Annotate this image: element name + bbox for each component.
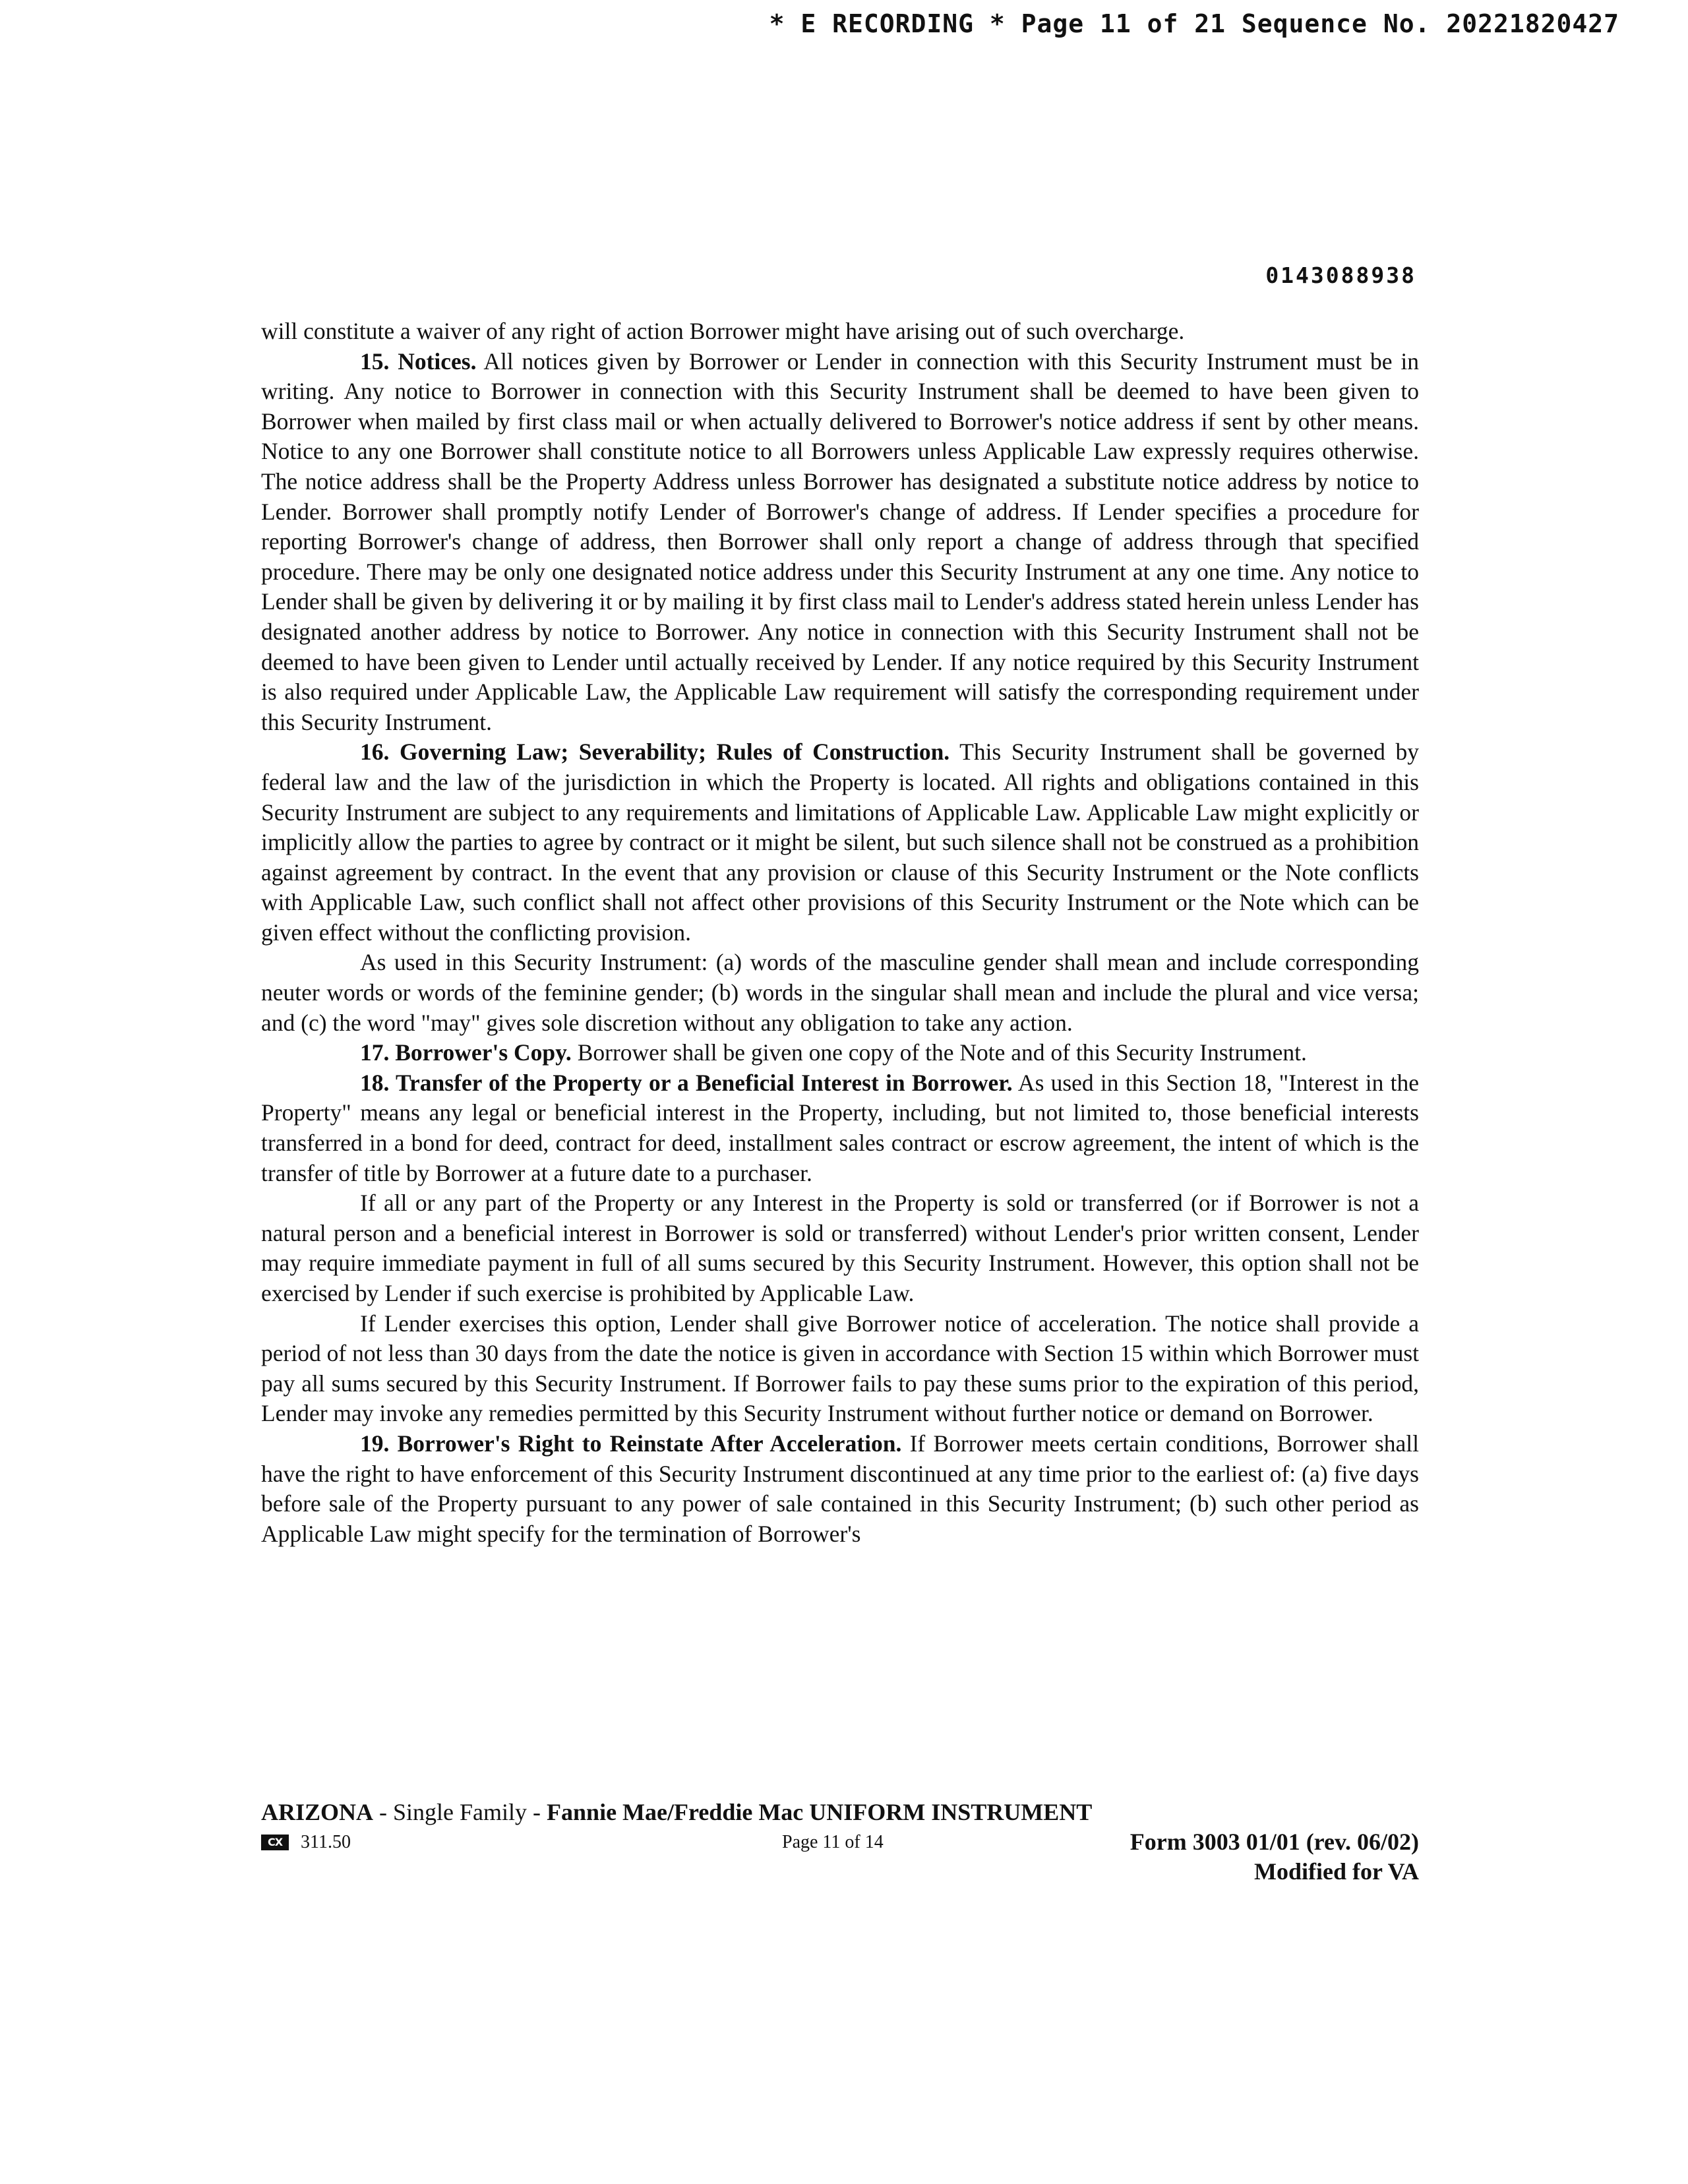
- paragraph-text: If Lender exercises this option, Lender shall give Borrower notice of acceleration. The notice shall provide a period of not less than 30 days from the date the notice is given in accordance with Section 15 within which Borrower must pay all sums secured by this Security Instrument. If Borrower fails to pay these sums prior to the expiration of this period, Lender may invoke any remedies permitted by this Security Instrument without further notice or demand on Borrower.: [261, 1310, 1419, 1427]
- paragraph-text: Borrower shall be given one copy of the Note and of this Security Instrument.: [571, 1039, 1307, 1066]
- section-16-usage: [261, 948, 1419, 1038]
- section-16-governing-law: [261, 737, 1419, 948]
- section-17-borrowers-copy: [261, 1038, 1419, 1068]
- form-code-number: 311.50: [301, 1832, 351, 1852]
- paragraph-heading: 19. Borrower's Right to Reinstate After Acceleration.: [360, 1430, 902, 1457]
- footer-separator: -: [527, 1799, 547, 1825]
- form-logo-icon: CX: [261, 1835, 289, 1850]
- footer-separator: -: [373, 1799, 394, 1825]
- paragraph-text: As used in this Security Instrument: (a) words of the masculine gender shall mean and include corresponding neuter words or words of the feminine gender; (b) words in the singular shall mean and include the plural and vice versa; and (c) the word "may" gives sole discretion without any obligation to take any action.: [261, 949, 1419, 1036]
- form-code: [261, 1832, 351, 1853]
- section-19-reinstate: [261, 1429, 1419, 1549]
- paragraph-text: This Security Instrument shall be governed by federal law and the law of the jurisdiction in which the Property is located. All rights and obligations contained in this Security Instrument are subject to any requirements and limitations of Applicable Law. Applicable Law might explicitly or implicitly allow the parties to agree by contract or it might be silent, but such silence shall not be construed as a prohibition against agreement by contract. In the event that any provision or clause of this Security Instrument or the Note conflicts with Applicable Law, such conflict shall not affect other provisions of this Security Instrument or the Note which can be given effect without the conflicting provision.: [261, 739, 1419, 946]
- footer-row: [261, 1828, 1419, 1857]
- section-18-acceleration: [261, 1309, 1419, 1429]
- document-body: [261, 317, 1419, 1549]
- paragraph-text: will constitute a waiver of any right of action Borrower might have arising out of such overcharge.: [261, 318, 1185, 344]
- paragraph-text: If all or any part of the Property or any Interest in the Property is sold or transferred (or if Borrower is not a natural person and a beneficial interest in Borrower is sold or transferred) without Lender's prior written consent, Lender may require immediate payment in full of all sums secured by this Security Instrument. However, this option shall not be exercised by Lender if such exercise is prohibited by Applicable Law.: [261, 1190, 1419, 1306]
- paragraph-heading: 15. Notices.: [360, 348, 477, 375]
- footer-state: ARIZONA: [261, 1799, 374, 1825]
- loan-number: 0143088938: [1265, 262, 1416, 288]
- recording-header: * E RECORDING * Page 11 of 21 Sequence No. 20221820427: [769, 9, 1619, 38]
- paragraph-heading: 18. Transfer of the Property or a Beneficial Interest in Borrower.: [360, 1069, 1013, 1096]
- modified-note: Modified for VA: [1253, 1858, 1419, 1885]
- page-footer: [261, 1798, 1419, 1886]
- paragraph-continuation: [261, 317, 1419, 347]
- footer-instrument-line: [261, 1798, 1419, 1827]
- paragraph-heading: 17. Borrower's Copy.: [360, 1039, 572, 1066]
- section-18-transfer: [261, 1068, 1419, 1188]
- footer-instrument: Fannie Mae/Freddie Mac UNIFORM INSTRUMENT: [547, 1799, 1093, 1825]
- paragraph-text: All notices given by Borrower or Lender in connection with this Security Instrument must be in writing. Any notice to Borrower in connection with this Security Instrument shall be deemed to have been given to Borrower when mailed by first class mail or when actually delivered to Borrower's notice address if sent by other means. Notice to any one Borrower shall constitute notice to all Borrowers unless Applicable Law expressly requires otherwise. The notice address shall be the Property Address unless Borrower has designated a substitute notice address by notice to Lender. Borrower shall promptly notify Lender of Borrower's change of address. If Lender specifies a procedure for reporting Borrower's change of address, then Borrower shall only report a change of address through that specified procedure. There may be only one designated notice address under this Security Instrument at any one time. Any notice to Lender shall be given by delivering it or by mailing it by first class mail to Lender's address stated herein unless Lender has designated another address by notice to Borrower. Any notice in connection with this Security Instrument shall not be deemed to have been given to Lender until actually received by Lender. If any notice required by this Security Instrument is also required under Applicable Law, the Applicable Law requirement will satisfy the corresponding requirement under this Security Instrument.: [261, 348, 1419, 735]
- paragraph-heading: 16. Governing Law; Severability; Rules of Construction.: [360, 739, 950, 766]
- section-18-consent: [261, 1188, 1419, 1308]
- section-15-notices: [261, 347, 1419, 738]
- paragraph-text: If Borrower meets certain conditions, Borrower shall have the right to have enforcement of this Security Instrument discontinued at any time prior to the earliest of: (a) five days before sale of the Property pursuant to any power of sale contained in this Security Instrument; (b) such other period as Applicable Law might specify for the termination of Borrower's: [261, 1430, 1419, 1547]
- page-number: Page 11 of 14: [782, 1832, 884, 1852]
- paragraph-text: As used in this Section 18, "Interest in the Property" means any legal or beneficial interest in the Property, including, but not limited to, those beneficial interests transferred in a bond for deed, contract for deed, installment sales contract or escrow agreement, the intent of which is the transfer of title by Borrower at a future date to a purchaser.: [261, 1069, 1419, 1186]
- footer-family: Single Family: [393, 1799, 528, 1825]
- form-number: Form 3003 01/01 (rev. 06/02): [1130, 1829, 1419, 1855]
